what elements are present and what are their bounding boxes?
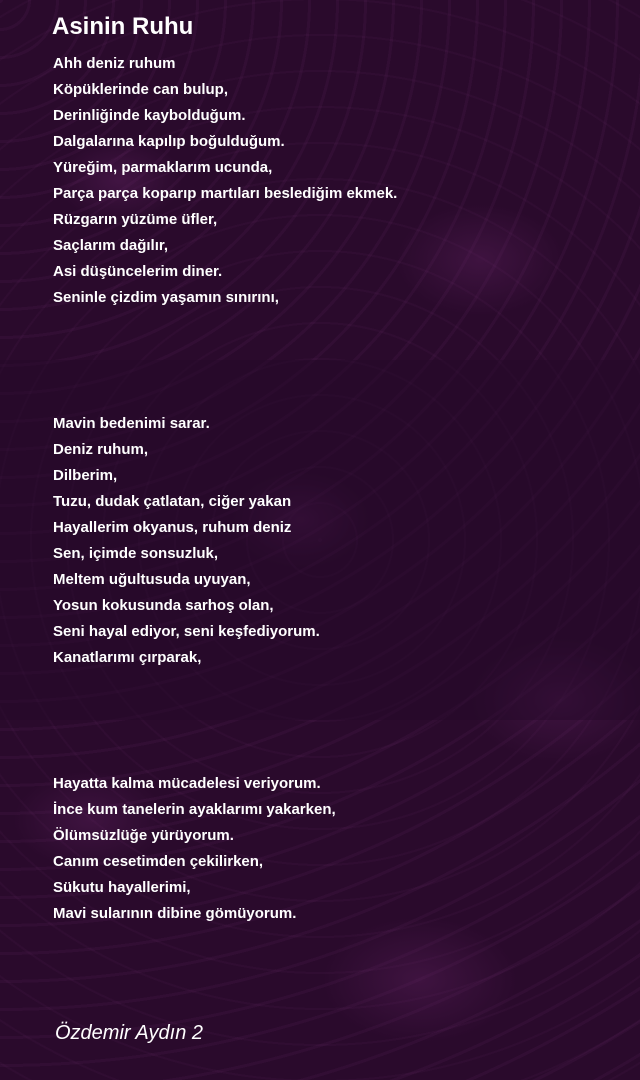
- poem-title: Asinin Ruhu: [52, 13, 194, 40]
- poem-line: Yosun kokusunda sarhoş olan,: [53, 597, 274, 614]
- poem-line: Tuzu, dudak çatlatan, ciğer yakan: [53, 493, 292, 510]
- poem-line: Saçlarım dağılır,: [53, 237, 169, 254]
- poem-line: Köpüklerinde can bulup,: [53, 81, 229, 98]
- poem-line: Dilberim,: [53, 467, 118, 484]
- poem-line: Rüzgarın yüzüme üfler,: [53, 211, 218, 228]
- poem-line: Parça parça koparıp martıları beslediğim ekmek.: [53, 185, 398, 202]
- stanza-3: [53, 771, 336, 927]
- poem-line: Mavi sularının dibine gömüyorum.: [53, 905, 297, 922]
- poem-line: Yüreğim, parmaklarım ucunda,: [53, 159, 273, 176]
- poem-line: Hayallerim okyanus, ruhum deniz: [53, 519, 292, 536]
- poem-line: Ahh deniz ruhum: [53, 55, 176, 72]
- poem-line: Seni hayal ediyor, seni keşfediyorum.: [53, 623, 320, 640]
- stanza-2: [53, 411, 320, 671]
- poem-line: Seninle çizdim yaşamın sınırını,: [53, 289, 279, 306]
- poem-line: Hayatta kalma mücadelesi veriyorum.: [53, 775, 321, 792]
- poem-author: Özdemir Aydın 2: [55, 1022, 204, 1044]
- poem-line: Asi düşüncelerim diner.: [53, 263, 223, 280]
- poem-line: Dalgalarına kapılıp boğulduğum.: [53, 133, 285, 150]
- poem-line: Deniz ruhum,: [53, 441, 149, 458]
- poem-line: Sen, içimde sonsuzluk,: [53, 545, 219, 562]
- poem-line: Sükutu hayallerimi,: [53, 879, 191, 896]
- poem-line: Meltem uğultusuda uyuyan,: [53, 571, 251, 588]
- stanza-1: [53, 51, 397, 311]
- poem-line: Derinliğinde kaybolduğum.: [53, 107, 246, 124]
- poem-line: Ölümsüzlüğe yürüyorum.: [53, 827, 234, 844]
- poem-line: Kanatlarımı çırparak,: [53, 649, 202, 666]
- poem-line: İnce kum tanelerin ayaklarımı yakarken,: [53, 801, 336, 818]
- poem-line: Mavin bedenimi sarar.: [53, 415, 210, 432]
- poem-line: Canım cesetimden çekilirken,: [53, 853, 264, 870]
